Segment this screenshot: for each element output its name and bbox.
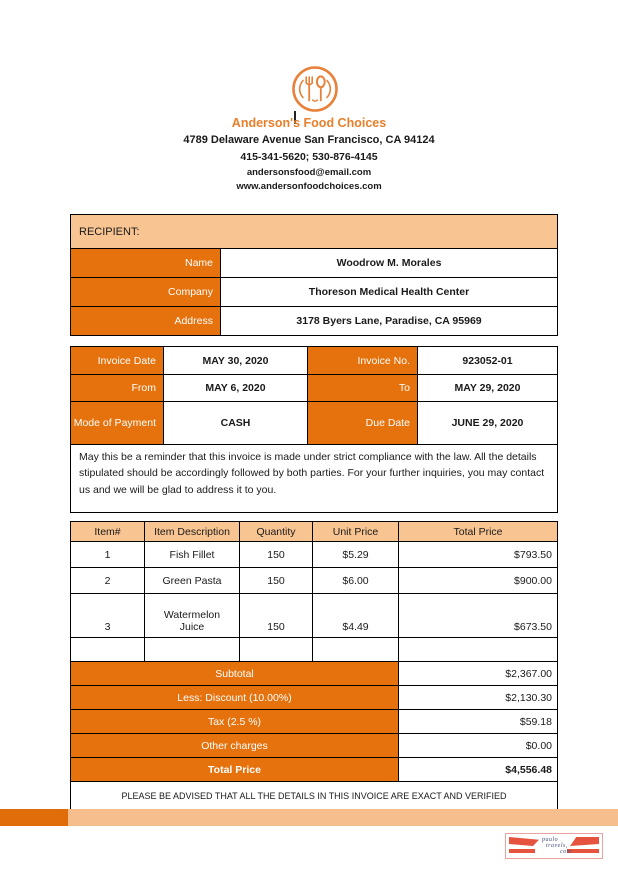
subtotal-label: Subtotal [71, 662, 399, 686]
watermark-text-line: paulo [542, 837, 559, 843]
to-label: To [308, 375, 418, 402]
restaurant-logo [289, 63, 341, 115]
total-price-label: Total Price [71, 758, 399, 782]
item-description: Fish Fillet [145, 542, 240, 568]
item-unit-price: $6.00 [313, 568, 399, 594]
verification-note: PLEASE BE ADVISED THAT ALL THE DETAILS IN THIS INVOICE ARE EXACT AND VERIFIED [71, 782, 558, 811]
recipient-address-row [71, 307, 558, 336]
discount-label: Less: Discount (10.00%) [71, 686, 399, 710]
watermark-right-flag-shape [570, 837, 599, 846]
company-label: Company [71, 278, 221, 307]
empty-item-row [71, 638, 558, 662]
item-description: Watermelon Juice [145, 594, 240, 638]
fork-and-spoon-circle-icon [289, 63, 341, 115]
details-row-3 [71, 402, 558, 445]
other-charges-row [71, 734, 558, 758]
name-label: Name [71, 249, 221, 278]
recipient-table [70, 214, 558, 336]
subtotal-value: $2,367.00 [399, 662, 558, 686]
company-website: www.andersonfoodchoices.com [236, 181, 382, 192]
details-row-1 [71, 347, 558, 375]
verification-note-row [71, 782, 558, 811]
watermark-left-bar-shape [509, 849, 535, 853]
item-total-price: $793.50 [399, 542, 558, 568]
due-date-value: JUNE 29, 2020 [418, 402, 558, 445]
item-unit-price: $5.29 [313, 542, 399, 568]
watermark-text-line: travels, [546, 843, 568, 849]
recipient-header-row [71, 215, 558, 249]
item-quantity: 150 [240, 594, 313, 638]
name-value: Woodrow M. Morales [221, 249, 558, 278]
col-header-unit-price: Unit Price [313, 522, 399, 542]
watermark-text-line: com [560, 849, 572, 855]
subtotal-row [71, 662, 558, 686]
invoice-no-value: 923052-01 [418, 347, 558, 375]
reminder-note-row [71, 445, 558, 513]
payment-mode-value: CASH [164, 402, 308, 445]
total-price-row [71, 758, 558, 782]
invoice-date-label: Invoice Date [71, 347, 164, 375]
item-total-price: $900.00 [399, 568, 558, 594]
col-header-item-num: Item# [71, 522, 145, 542]
other-charges-value: $0.00 [399, 734, 558, 758]
company-email: andersonsfood@email.com [246, 167, 372, 178]
item-quantity: 150 [240, 568, 313, 594]
total-price-value: $4,556.48 [399, 758, 558, 782]
reminder-note: May this be a reminder that this invoice is made under strict compliance with the law. All the details stipulated should be accordingly followed by both parties. For your further inquiries, you may contact us and we will be glad to address it to you. [71, 445, 558, 513]
from-label: From [71, 375, 164, 402]
item-quantity: 150 [240, 542, 313, 568]
item-num: 3 [71, 594, 145, 638]
company-phone: 415-341-5620; 530-876-4145 [240, 151, 378, 163]
address-label: Address [71, 307, 221, 336]
invoice-details-table [70, 346, 558, 513]
item-total-price: $673.50 [399, 594, 558, 638]
item-num: 1 [71, 542, 145, 568]
item-num: 2 [71, 568, 145, 594]
recipient-name-row [71, 249, 558, 278]
item-unit-price: $4.49 [313, 594, 399, 638]
invoice-date-value: MAY 30, 2020 [164, 347, 308, 375]
details-row-2 [71, 375, 558, 402]
company-name: Anderson's Food Choices [231, 116, 387, 130]
col-header-quantity: Quantity [240, 522, 313, 542]
tax-row [71, 710, 558, 734]
discount-row [71, 686, 558, 710]
item-description: Green Pasta [145, 568, 240, 594]
col-header-total-price: Total Price [399, 522, 558, 542]
company-address: 4789 Delaware Avenue San Francisco, CA 94124 [183, 134, 435, 146]
recipient-title: RECIPIENT: [71, 215, 558, 249]
due-date-label: Due Date [308, 402, 418, 445]
company-value: Thoreson Medical Health Center [221, 278, 558, 307]
tax-value: $59.18 [399, 710, 558, 734]
items-header-row [71, 522, 558, 542]
footer-bar-light-segment [68, 809, 618, 826]
item-row [71, 568, 558, 594]
address-value: 3178 Byers Lane, Paradise, CA 95969 [221, 307, 558, 336]
invoice-no-label: Invoice No. [308, 347, 418, 375]
from-value: MAY 6, 2020 [164, 375, 308, 402]
paulo-travels-watermark [505, 833, 603, 859]
footer-bar-dark-segment [0, 809, 68, 826]
item-row [71, 542, 558, 568]
tax-label: Tax (2.5 %) [71, 710, 399, 734]
payment-mode-label: Mode of Payment [71, 402, 164, 445]
other-charges-label: Other charges [71, 734, 399, 758]
to-value: MAY 29, 2020 [418, 375, 558, 402]
discount-value: $2,130.30 [399, 686, 558, 710]
item-row [71, 594, 558, 638]
col-header-description: Item Description [145, 522, 240, 542]
recipient-company-row [71, 278, 558, 307]
items-table [70, 521, 558, 811]
watermark-left-flag-shape [509, 837, 539, 846]
footer-accent-bar [0, 809, 618, 826]
